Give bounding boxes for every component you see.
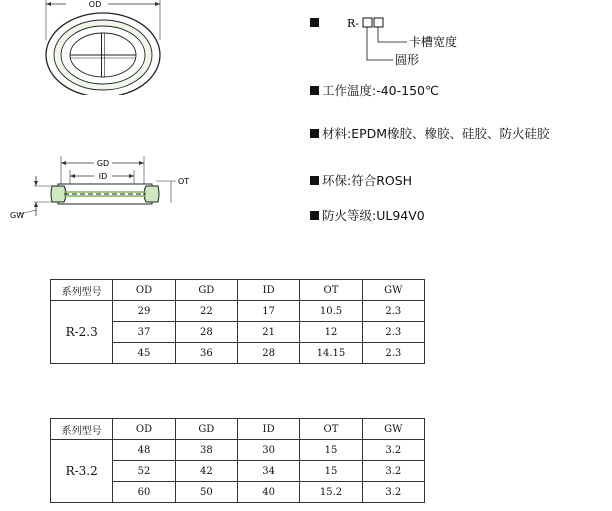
table-cell: 30: [237, 440, 299, 461]
table-row: [51, 440, 425, 461]
table-cell: 21: [237, 322, 299, 343]
table-cell: 36: [175, 343, 237, 364]
header-id: ID: [237, 280, 299, 301]
table-cell: 50: [175, 482, 237, 503]
grommet-section-drawing: [6, 148, 206, 228]
series-name: R-2.3: [51, 301, 113, 364]
header-gw: GW: [362, 419, 424, 440]
table-cell: 17: [237, 301, 299, 322]
table-cell: 3.2: [362, 482, 424, 503]
part-code-diagram: [310, 10, 510, 72]
table-cell: 2.3: [362, 322, 424, 343]
table-cell: 45: [113, 343, 175, 364]
table-cell: 15: [300, 461, 362, 482]
table-cell: 42: [175, 461, 237, 482]
spec-environmental: [310, 171, 412, 189]
spec-environmental-text: 环保:符合ROSH: [322, 173, 413, 188]
header-od: OD: [113, 419, 175, 440]
gd-label: GD: [96, 159, 110, 168]
series-name: R-3.2: [51, 440, 113, 503]
table-cell: 2.3: [362, 301, 424, 322]
code-prefix: R-: [347, 17, 359, 30]
round-label: 圆形: [395, 53, 420, 67]
header-gd: GD: [175, 419, 237, 440]
table-cell: 48: [113, 440, 175, 461]
bullet-icon: [310, 86, 319, 95]
table-cell: 28: [237, 343, 299, 364]
header-ot: OT: [300, 419, 362, 440]
table-cell: 22: [175, 301, 237, 322]
id-label: ID: [98, 172, 108, 181]
bullet-icon: [310, 176, 319, 185]
table-cell: 38: [175, 440, 237, 461]
grommet-top-view-drawing: [38, 0, 178, 95]
table-cell: 15.2: [300, 482, 362, 503]
header-id: ID: [237, 419, 299, 440]
spec-material: [310, 124, 550, 142]
gw-label: GW: [10, 211, 25, 220]
table-cell: 34: [237, 461, 299, 482]
table-cell: 2.3: [362, 343, 424, 364]
table-cell: 29: [113, 301, 175, 322]
bullet-icon: [310, 211, 319, 220]
table-cell: 3.2: [362, 461, 424, 482]
table-cell: 60: [113, 482, 175, 503]
spec-temperature: [310, 81, 439, 99]
code-box-2: [374, 18, 383, 27]
ot-label: OT: [178, 177, 190, 186]
table-cell: 15: [300, 440, 362, 461]
spec-material-text: 材料:EPDM橡胶、橡胶、硅胶、防火硅胶: [322, 126, 550, 141]
table-cell: 40: [237, 482, 299, 503]
table-header-row: [51, 419, 425, 440]
table-cell: 3.2: [362, 440, 424, 461]
table-row: [51, 301, 425, 322]
od-label: OD: [88, 0, 102, 9]
table-cell: 28: [175, 322, 237, 343]
bullet-icon: [310, 129, 319, 138]
spec-table-r23: [50, 279, 425, 364]
header-series: 系列型号: [51, 280, 113, 301]
code-box-1: [363, 18, 372, 27]
spec-fire-rating: [310, 206, 425, 224]
spec-temperature-text: 工作温度:-40-150℃: [322, 83, 440, 98]
header-gd: GD: [175, 280, 237, 301]
header-gw: GW: [362, 280, 424, 301]
table-header-row: [51, 280, 425, 301]
table-cell: 52: [113, 461, 175, 482]
spec-table-r32: [50, 418, 425, 503]
table-cell: 37: [113, 322, 175, 343]
header-od: OD: [113, 280, 175, 301]
header-ot: OT: [300, 280, 362, 301]
spec-fire-rating-text: 防火等级:UL94V0: [322, 208, 425, 223]
table-cell: 14.15: [300, 343, 362, 364]
table-cell: 12: [300, 322, 362, 343]
bullet-icon: [310, 18, 319, 27]
table-cell: 10.5: [300, 301, 362, 322]
slot-width-label: 卡槽宽度: [409, 35, 458, 49]
header-series: 系列型号: [51, 419, 113, 440]
